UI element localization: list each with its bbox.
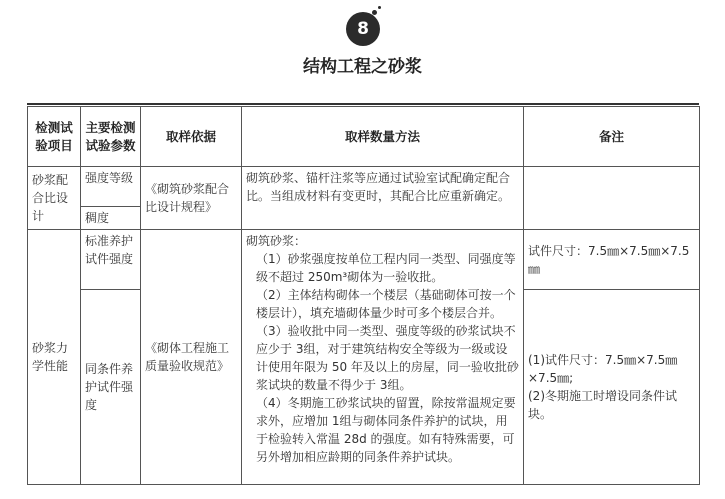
cell-note-standard-cured: 试件尺寸：7.5㎜×7.5㎜×7.5㎜ [524,230,700,290]
method-line: （4）冬期施工砂浆试块的留置，除按常温规定要求外，应增加 1组与砌体同条件养护的试块，用于检验转入常温 28d 的强度。如有特殊需要，可另外增加相应龄期的同条件养护试块。 [256,396,516,464]
method-line: 砌筑砂浆： [246,234,307,248]
cell-basis-mechanical: 《砌体工程施工质量验收规范》 [141,230,242,485]
cell-item-mix-design: 砂浆配合比设计 [28,167,81,230]
note-line: (2)冬期施工时增设同条件试块。 [528,389,677,421]
cell-note-mix-design [524,167,700,230]
method-line: （1）砂浆强度按单位工程内同一类型、同强度等级不超过 250m³砌体为一验收批。 [256,252,516,284]
cell-param-same-condition: 同条件养护试件强度 [81,290,141,485]
cell-note-same-condition [524,290,700,485]
cell-param-consistency: 稠度 [81,207,141,230]
cell-item-mechanical: 砂浆力学性能 [28,230,81,485]
section-number-badge: 8 [346,12,380,46]
header-sampling-basis: 取样依据 [141,107,242,167]
header-sampling-method: 取样数量方法 [242,107,524,167]
header-remarks: 备注 [524,107,700,167]
cell-param-strength-grade: 强度等级 [81,167,141,207]
cell-param-standard-cured: 标准养护试件强度 [81,230,141,290]
cell-basis-mix-design: 《砌筑砂浆配合比设计规程》 [141,167,242,230]
header-test-parameter: 主要检测试验参数 [81,107,141,167]
method-line: （3）验收批中同一类型、强度等级的砂浆试块不应少于 3组，对于建筑结构安全等级为一级或设计使用年限为 50 年及以上的房屋，同一验收批砂浆试块的数量不得少于 3组。 [256,324,519,392]
method-line: （2）主体结构砌体一个楼层（基础砌体可按一个楼层计），填充墙砌体量少时可多个楼层合并。 [256,288,516,320]
page-title: 结构工程之砂浆 [303,57,422,77]
cell-method-mix-design: 砌筑砂浆、锚杆注浆等应通过试验室试配确定配合比。当组成材料有变更时，其配合比应重新确定。 [242,167,524,230]
badge-decoration-dot-small [378,6,381,9]
note-line: (1)试件尺寸：7.5㎜×7.5㎜×7.5㎜; [528,353,678,385]
table-top-rule [27,103,699,105]
table-header-row [28,107,700,167]
header-test-item: 检测试验项目 [28,107,81,167]
table-row [28,230,700,290]
mortar-sampling-table [27,106,700,485]
cell-method-mechanical [242,230,524,485]
table-row [28,167,700,207]
